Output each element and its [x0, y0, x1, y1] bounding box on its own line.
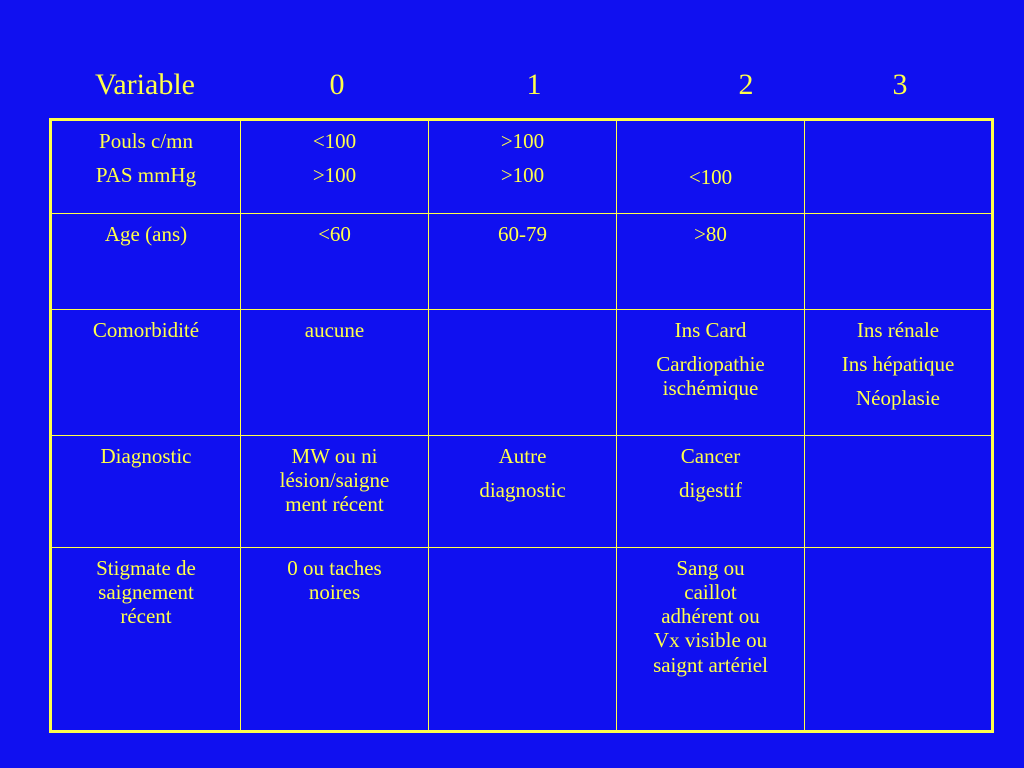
table-row-comorbidity — [51, 310, 993, 436]
cell-text: <100 — [688, 165, 733, 189]
cell-text: Ins Card — [674, 318, 747, 342]
cell-text: Diagnostic — [100, 444, 192, 468]
cell-score-1 — [429, 214, 617, 310]
cell-score-3 — [805, 548, 993, 732]
cell-text: MW ou ni — [291, 444, 378, 468]
cell-text: adhérent ou — [661, 604, 760, 629]
cell-text: digestif — [679, 478, 742, 503]
cell-text: lésion/saigne — [279, 468, 390, 493]
cell-text: ment récent — [285, 492, 384, 517]
table-row-pulse-pressure — [51, 120, 993, 214]
cell-text: Vx visible ou — [653, 628, 768, 653]
cell-score-2 — [617, 548, 805, 732]
cell-text: <100 — [312, 129, 357, 153]
cell-text: PAS mmHg — [95, 163, 197, 188]
cell-score-0 — [241, 120, 429, 214]
header-score-2: 2 — [738, 68, 754, 101]
cell-text: Ins rénale — [856, 318, 940, 342]
cell-label — [51, 120, 241, 214]
cell-text: caillot — [684, 580, 737, 605]
cell-score-0 — [241, 214, 429, 310]
cell-score-2 — [617, 436, 805, 548]
cell-text: Age (ans) — [104, 222, 188, 246]
cell-text: saignement — [98, 580, 194, 605]
cell-score-1 — [429, 120, 617, 214]
cell-score-2 — [617, 310, 805, 436]
cell-score-3 — [805, 214, 993, 310]
cell-text: Cardiopathie — [656, 352, 765, 377]
cell-text: saignt artériel — [653, 652, 768, 677]
cell-text: Sang ou — [676, 556, 745, 580]
cell-text: 60-79 — [498, 222, 547, 246]
cell-text: Autre — [498, 444, 547, 468]
cell-text: diagnostic — [479, 478, 566, 503]
cell-score-1 — [429, 548, 617, 732]
cell-label — [51, 214, 241, 310]
cell-text: >100 — [312, 163, 357, 188]
cell-score-0 — [241, 548, 429, 732]
cell-text: Néoplasie — [856, 386, 940, 411]
header-variable: Variable — [95, 68, 195, 101]
cell-label — [51, 310, 241, 436]
header-score-1: 1 — [526, 68, 542, 101]
cell-label — [51, 436, 241, 548]
table-row-age — [51, 214, 993, 310]
cell-text: >100 — [500, 163, 545, 188]
cell-text: 0 ou taches — [287, 556, 382, 580]
cell-text: récent — [120, 604, 172, 629]
cell-text: Ins hépatique — [841, 352, 955, 377]
cell-text: Stigmate de — [96, 556, 196, 580]
cell-score-1 — [429, 310, 617, 436]
cell-score-0 — [241, 310, 429, 436]
cell-score-2 — [617, 214, 805, 310]
table-row-bleeding-stigmata — [51, 548, 993, 732]
table-row-diagnostic — [51, 436, 993, 548]
cell-score-3 — [805, 436, 993, 548]
cell-score-1 — [429, 436, 617, 548]
header-score-3: 3 — [892, 68, 908, 101]
score-table — [49, 118, 994, 733]
cell-text: Pouls c/mn — [99, 129, 193, 153]
column-header-row — [0, 68, 1024, 108]
cell-score-2 — [617, 120, 805, 214]
cell-text: >80 — [694, 222, 727, 246]
cell-text: ischémique — [662, 376, 759, 401]
cell-score-0 — [241, 436, 429, 548]
cell-label — [51, 548, 241, 732]
cell-text: aucune — [304, 318, 365, 342]
cell-text: Cancer — [680, 444, 741, 468]
header-score-0: 0 — [329, 68, 345, 101]
cell-text: Comorbidité — [92, 318, 200, 342]
cell-text: noires — [308, 580, 361, 605]
cell-text: >100 — [500, 129, 545, 153]
cell-score-3 — [805, 120, 993, 214]
cell-score-3 — [805, 310, 993, 436]
cell-text: <60 — [318, 222, 351, 246]
